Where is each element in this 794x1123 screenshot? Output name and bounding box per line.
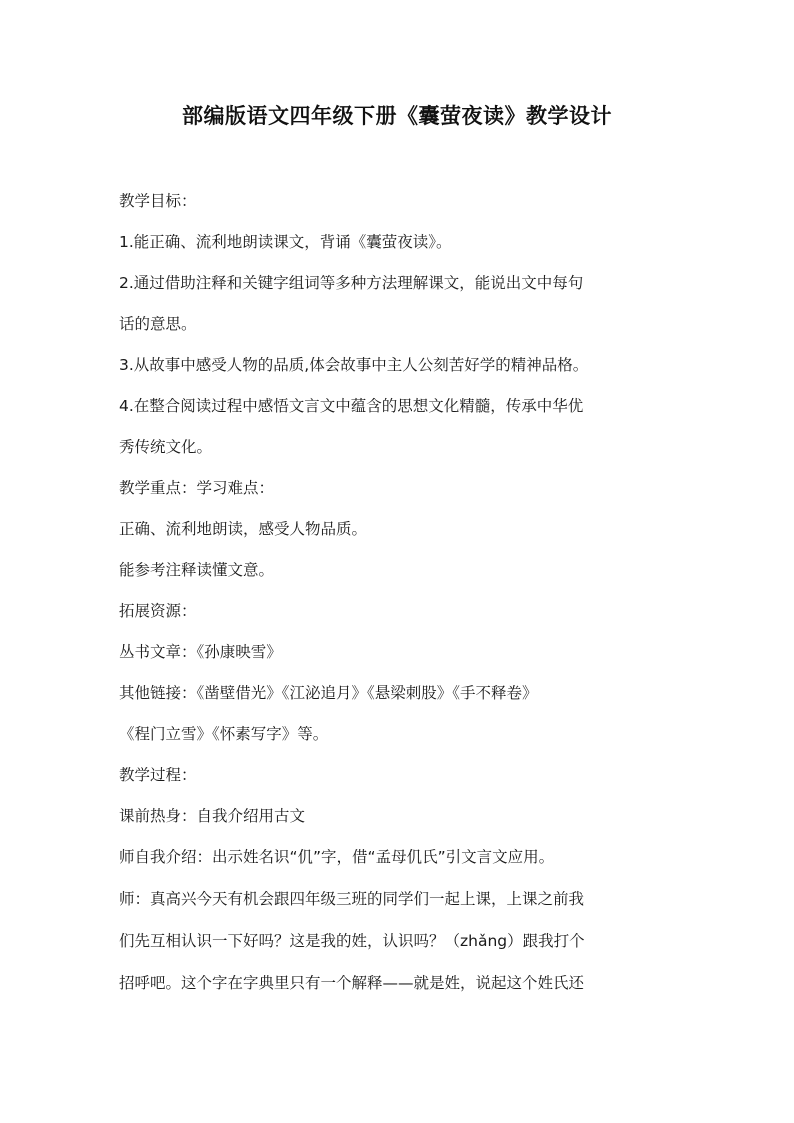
text-line-teacher-intro: 师自我介绍：出示姓名识“仉”字，借“孟母仉氏”引文言文应用。 [119, 848, 555, 866]
text-line-other-links-a: 其他链接：《凿壁借光》《江泌追月》《悬梁刺股》《手不释卷》 [119, 684, 538, 702]
text-line-objective-4b: 秀传统文化。 [119, 438, 213, 456]
document-title: 部编版语文四年级下册《囊萤夜读》教学设计 [182, 104, 612, 128]
text-line-objective-2b: 话的意思。 [119, 315, 197, 333]
text-line-objective-1: 1.能正确、流利地朗读课文，背诵《囊萤夜读》。 [119, 233, 452, 251]
text-line-key-point-1: 正确、流利地朗读，感受人物品质。 [119, 520, 368, 538]
text-line-other-links-b: 《程门立雪》《怀素写字》等。 [119, 725, 329, 743]
text-line-process-heading: 教学过程： [119, 766, 197, 784]
text-line-resources-heading: 拓展资源： [119, 602, 197, 620]
text-line-objective-3: 3.从故事中感受人物的品质,体会故事中主人公刻苦好学的精神品格。 [119, 356, 589, 374]
document-body [119, 181, 679, 1004]
text-line-objective-2a: 2.通过借助注释和关键字组词等多种方法理解课文，能说出文中每句 [119, 274, 584, 292]
text-line-teacher-speech-2: 们先互相认识一下好吗？这是我的姓，认识吗？（zhǎng）跟我打个 [119, 932, 585, 950]
text-line-key-point-2: 能参考注释读懂文意。 [119, 561, 275, 579]
text-line-teacher-speech-3: 招呼吧。这个字在字典里只有一个解释——就是姓，说起这个姓氏还 [119, 974, 585, 992]
text-line-teacher-speech-1: 师：真高兴今天有机会跟四年级三班的同学们一起上课，上课之前我 [119, 890, 585, 908]
text-line-series-articles: 丛书文章：《孙康映雪》 [119, 643, 282, 661]
text-line-key-points-heading: 教学重点：学习难点： [119, 479, 275, 497]
text-line-objective-4a: 4.在整合阅读过程中感悟文言文中蕴含的思想文化精髓，传承中华优 [119, 397, 584, 415]
text-line-objectives-heading: 教学目标： [119, 192, 197, 210]
text-line-warmup: 课前热身：自我介绍用古文 [119, 807, 306, 825]
